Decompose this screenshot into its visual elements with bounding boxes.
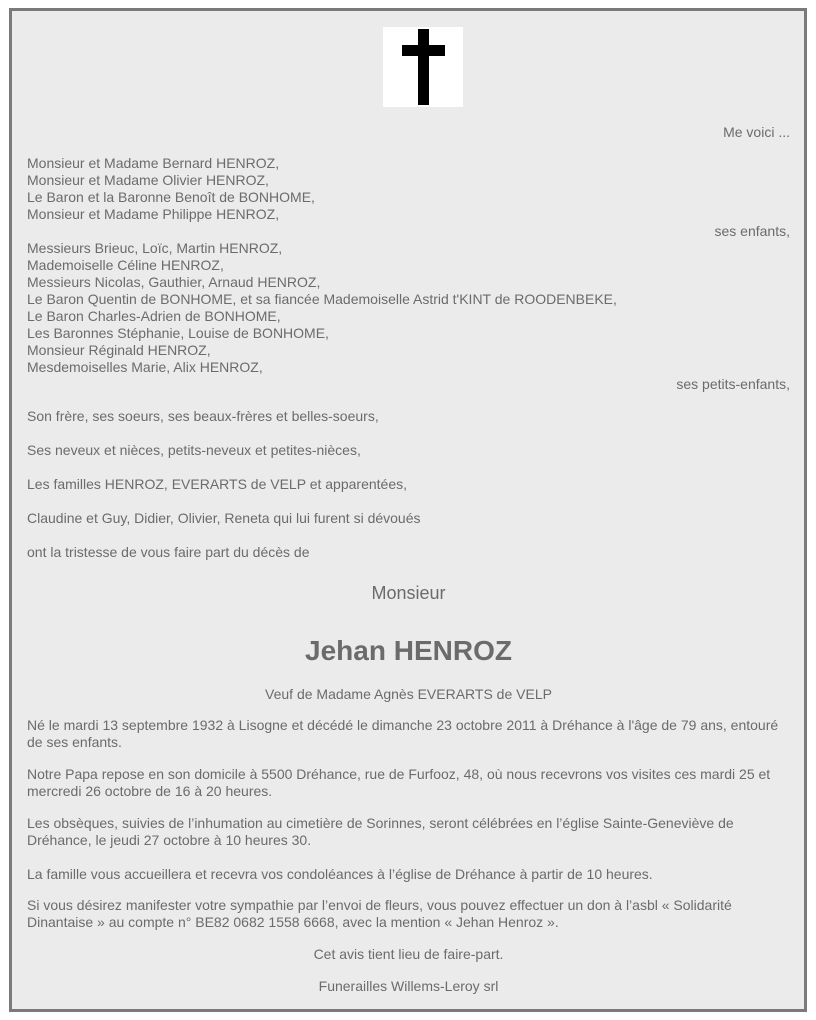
grandchild-name: Le Baron Quentin de BONHOME, et sa fiancée Mademoiselle Astrid t'KINT de ROODENBEKE, bbox=[27, 291, 617, 307]
deceased-name: Jehan HENROZ bbox=[305, 635, 512, 666]
condolences-paragraph: La famille vous accueillera et recevra vos condoléances à l’église de Dréhance à partir de 10 heures. bbox=[27, 866, 653, 882]
grandchild-name: Le Baron Charles-Adrien de BONHOME, bbox=[27, 308, 281, 324]
children-label: ses enfants, bbox=[714, 223, 790, 239]
grandchild-name: Mademoiselle Céline HENROZ, bbox=[27, 257, 224, 273]
grandchild-name: Messieurs Nicolas, Gauthier, Arnaud HENROZ, bbox=[27, 274, 321, 290]
child-name: Monsieur et Madame Philippe HENROZ, bbox=[27, 206, 280, 222]
funeral-paragraph: Les obsèques, suivies de l’inhumation au cimetière de Sorinnes, seront célébrées en l’église Sainte-Geneviève de Dréhance, le jeudi 27 octobre à 10 heures 30. bbox=[27, 815, 734, 848]
grandchild-name: Messieurs Brieuc, Loïc, Martin HENROZ, bbox=[27, 240, 283, 256]
child-name: Le Baron et la Baronne Benoît de BONHOME, bbox=[27, 189, 315, 205]
widower-line: Veuf de Madame Agnès EVERARTS de VELP bbox=[265, 686, 552, 702]
relatives-line: Les familles HENROZ, EVERARTS de VELP et apparentées, bbox=[27, 476, 407, 492]
grandchild-name: Mesdemoiselles Marie, Alix HENROZ, bbox=[27, 359, 263, 375]
relatives-line: Claudine et Guy, Didier, Olivier, Reneta qui lui furent si dévoués bbox=[27, 510, 421, 526]
grandchild-name: Monsieur Réginald HENROZ, bbox=[27, 342, 211, 358]
children-list bbox=[27, 155, 790, 223]
child-name: Monsieur et Madame Bernard HENROZ, bbox=[27, 155, 280, 171]
grandchildren-list bbox=[27, 240, 790, 376]
grandchildren-label: ses petits-enfants, bbox=[676, 376, 790, 392]
relatives-line: Son frère, ses soeurs, ses beaux-frères et belles-soeurs, bbox=[27, 408, 379, 424]
grandchild-name: Les Baronnes Stéphanie, Louise de BONHOME, bbox=[27, 325, 329, 341]
funeral-home: Funerailles Willems-Leroy srl bbox=[318, 978, 499, 994]
obituary-card bbox=[9, 8, 807, 1012]
intro-text: Me voici ... bbox=[723, 124, 790, 140]
donation-paragraph: Si vous désirez manifester votre sympathie par l’envoi de fleurs, vous pouvez effectuer un don à l’asbl « Solidarité Dinantaise » au compte n° BE82 0682 1558 6668, avec la mention « Jehan Henroz ». bbox=[27, 897, 732, 930]
child-name: Monsieur et Madame Olivier HENROZ, bbox=[27, 172, 269, 188]
notice-line: Cet avis tient lieu de faire-part. bbox=[313, 946, 504, 962]
cross-icon bbox=[383, 27, 463, 107]
announcement-line: ont la tristesse de vous faire part du décès de bbox=[27, 544, 310, 560]
relatives-line: Ses neveux et nièces, petits-neveux et petites-nièces, bbox=[27, 442, 361, 458]
rest-paragraph: Notre Papa repose en son domicile à 5500 Dréhance, rue de Furfooz, 48, où nous recevrons vos visites ces mardi 25 et mercredi 26 octobre de 16 à 20 heures. bbox=[27, 766, 771, 799]
deceased-title: Monsieur bbox=[371, 583, 446, 603]
birth-death-paragraph: Né le mardi 13 septembre 1932 à Lisogne et décédé le dimanche 23 octobre 2011 à Dréhance à l'âge de 79 ans, entouré de ses enfants. bbox=[27, 717, 779, 750]
